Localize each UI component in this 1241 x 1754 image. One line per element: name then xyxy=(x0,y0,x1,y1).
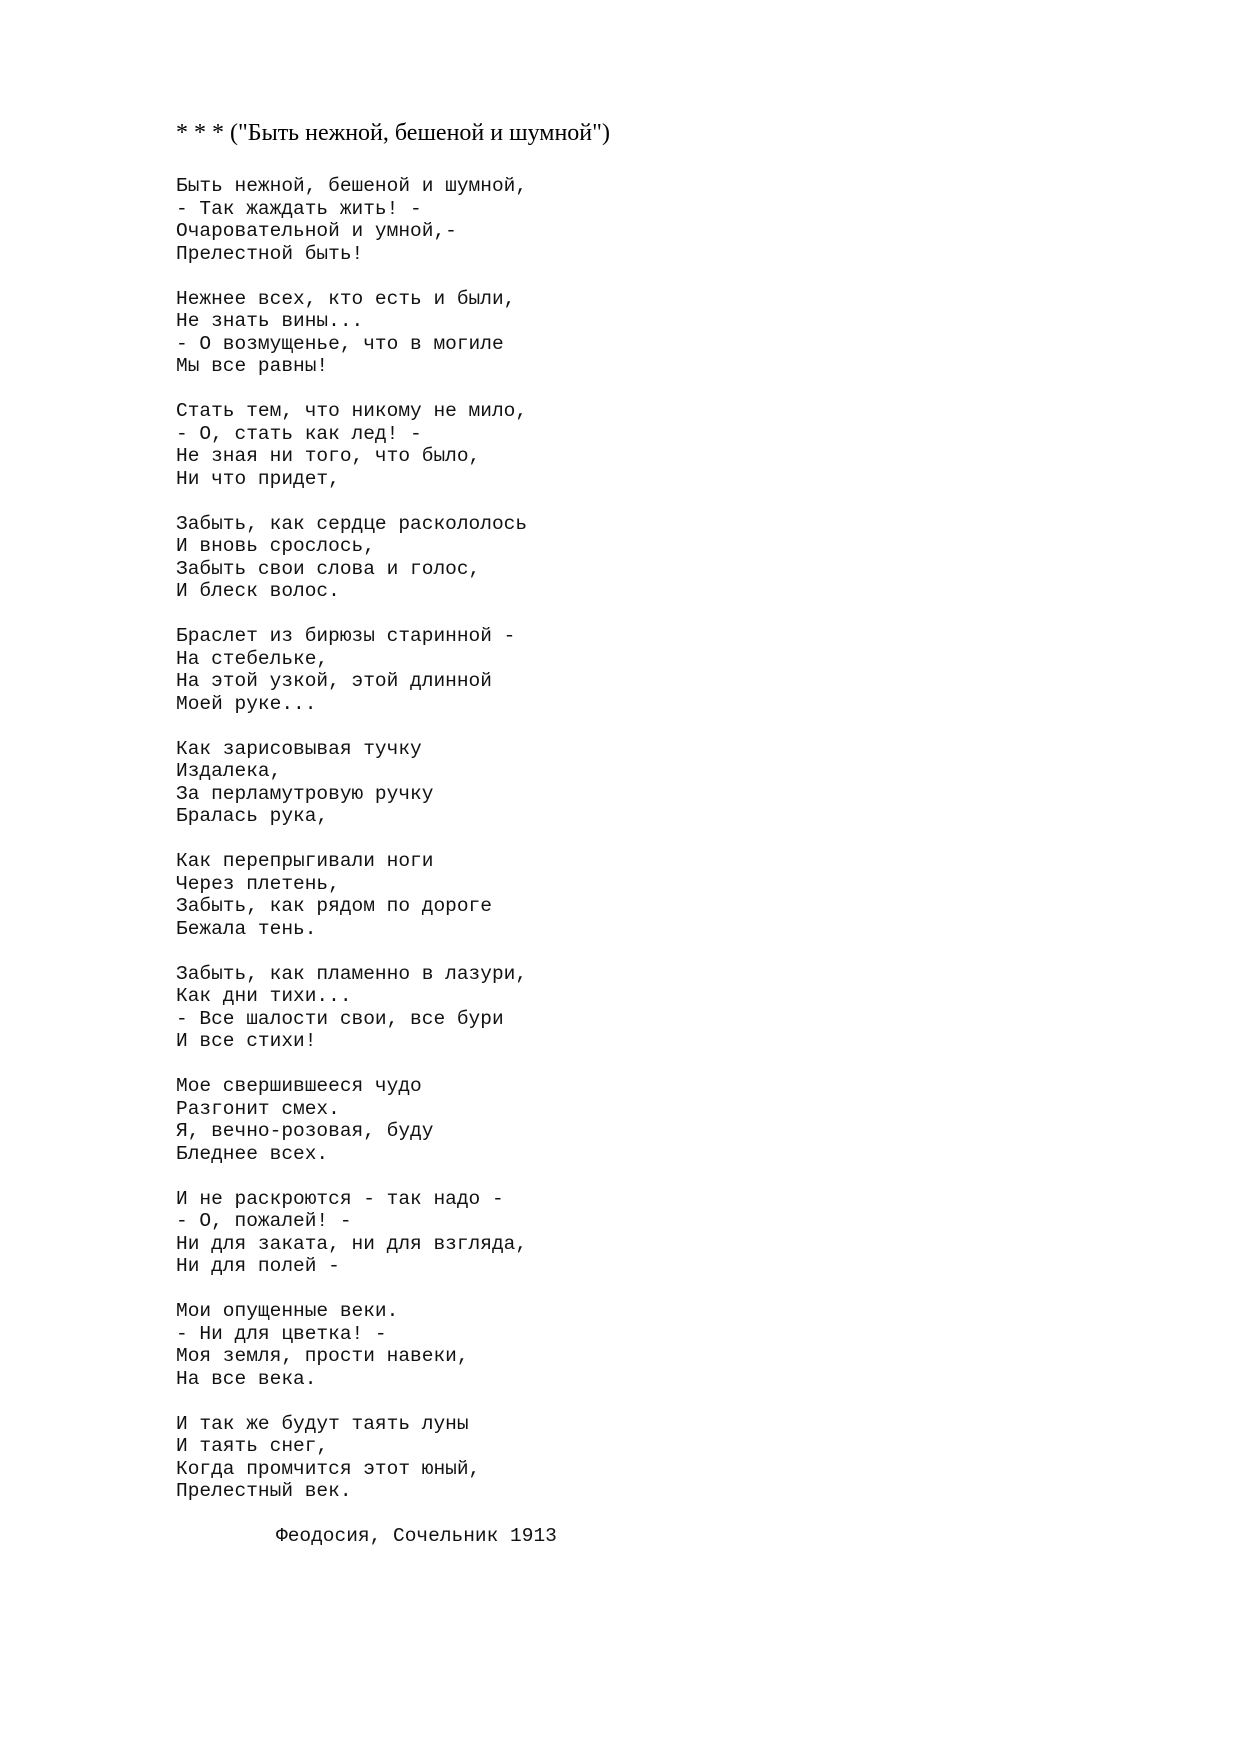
stanza xyxy=(176,1413,1076,1503)
poem-line: И так же будут таять луны xyxy=(176,1412,469,1435)
poem-line: - О, стать как лед! - xyxy=(176,422,422,445)
poem-line: Когда промчится этот юный, xyxy=(176,1457,481,1480)
stanza xyxy=(176,850,1076,940)
poem-line: Мои опущенные веки. xyxy=(176,1300,399,1322)
poem-line: Ни для заката, ни для взгляда, xyxy=(176,1232,528,1255)
poem-line: Прелестный век. xyxy=(176,1480,352,1502)
poem-line: За перламутровую ручку xyxy=(176,782,434,805)
poem-line: - Все шалости свои, все бури xyxy=(176,1007,504,1030)
stanza xyxy=(176,625,1076,715)
poem-line: - О возмущенье, что в могиле xyxy=(176,332,504,355)
poem-line: Очаровательной и умной,- xyxy=(176,220,457,242)
poem-line: Забыть свои слова и голос, xyxy=(176,557,481,580)
poem-line: - Так жаждать жить! - xyxy=(176,197,422,220)
poem-line: Не зная ни того, что было, xyxy=(176,445,481,467)
poem-line: Бледнее всех. xyxy=(176,1142,329,1165)
poem-line: Ни для полей - xyxy=(176,1255,340,1277)
stanza xyxy=(176,738,1076,828)
poem-body xyxy=(176,175,1076,1548)
poem-line: Бралась рука, xyxy=(176,805,329,827)
poem-line: - О, пожалей! - xyxy=(176,1210,352,1232)
poem-line: Забыть, как пламенно в лазури, xyxy=(176,962,528,985)
poem-line: Через плетень, xyxy=(176,872,340,895)
poem-line: Как перепрыгивали ноги xyxy=(176,850,434,872)
poem-line: Браслет из бирюзы старинной - xyxy=(176,625,516,647)
poem-line: Бежала тень. xyxy=(176,917,317,940)
stanza xyxy=(176,513,1076,603)
stanza xyxy=(176,1300,1076,1390)
poem-line: Ни что придет, xyxy=(176,467,340,490)
poem-line: И вновь срослось, xyxy=(176,535,375,557)
poem-line: На стебельке, xyxy=(176,647,329,670)
poem-title: * * * ("Быть нежной, бешеной и шумной") xyxy=(176,120,610,146)
poem-line: И не раскроются - так надо - xyxy=(176,1187,504,1210)
poem-line: Как дни тихи... xyxy=(176,985,352,1007)
stanza xyxy=(176,1188,1076,1278)
poem-line: Стать тем, что никому не мило, xyxy=(176,400,528,422)
stanza xyxy=(176,1075,1076,1165)
poem-line: Быть нежной, бешеной и шумной, xyxy=(176,175,528,197)
stanza xyxy=(176,288,1076,378)
poem-line: Мы все равны! xyxy=(176,355,329,377)
stanza xyxy=(176,175,1076,265)
poem-line: Не знать вины... xyxy=(176,310,364,332)
poem-line: Мое свершившееся чудо xyxy=(176,1075,422,1097)
poem-line: И блеск волос. xyxy=(176,580,340,602)
poem-line: Прелестной быть! xyxy=(176,242,364,265)
poem-line: Нежнее всех, кто есть и были, xyxy=(176,287,516,310)
poem-line: На все века. xyxy=(176,1367,317,1390)
poem-line: И все стихи! xyxy=(176,1030,317,1052)
poem-line: - Ни для цветка! - xyxy=(176,1322,387,1345)
poem-line: Издалека, xyxy=(176,760,282,782)
poem-line: Как зарисовывая тучку xyxy=(176,737,422,760)
poem-line: Забыть, как рядом по дороге xyxy=(176,895,492,917)
poem-line: И таять снег, xyxy=(176,1435,329,1457)
stanza xyxy=(176,963,1076,1053)
stanza xyxy=(176,400,1076,490)
signature-place-date: Феодосия, Сочельник 1913 xyxy=(276,1525,557,1547)
poem-line: Разгонит смех. xyxy=(176,1097,340,1120)
poem-line: Я, вечно-розовая, буду xyxy=(176,1120,434,1142)
poem-line: Моя земля, прости навеки, xyxy=(176,1345,469,1367)
poem-line: На этой узкой, этой длинной xyxy=(176,670,492,692)
poem-line: Моей руке... xyxy=(176,692,317,715)
poem-line: Забыть, как сердце раскололось xyxy=(176,512,528,535)
